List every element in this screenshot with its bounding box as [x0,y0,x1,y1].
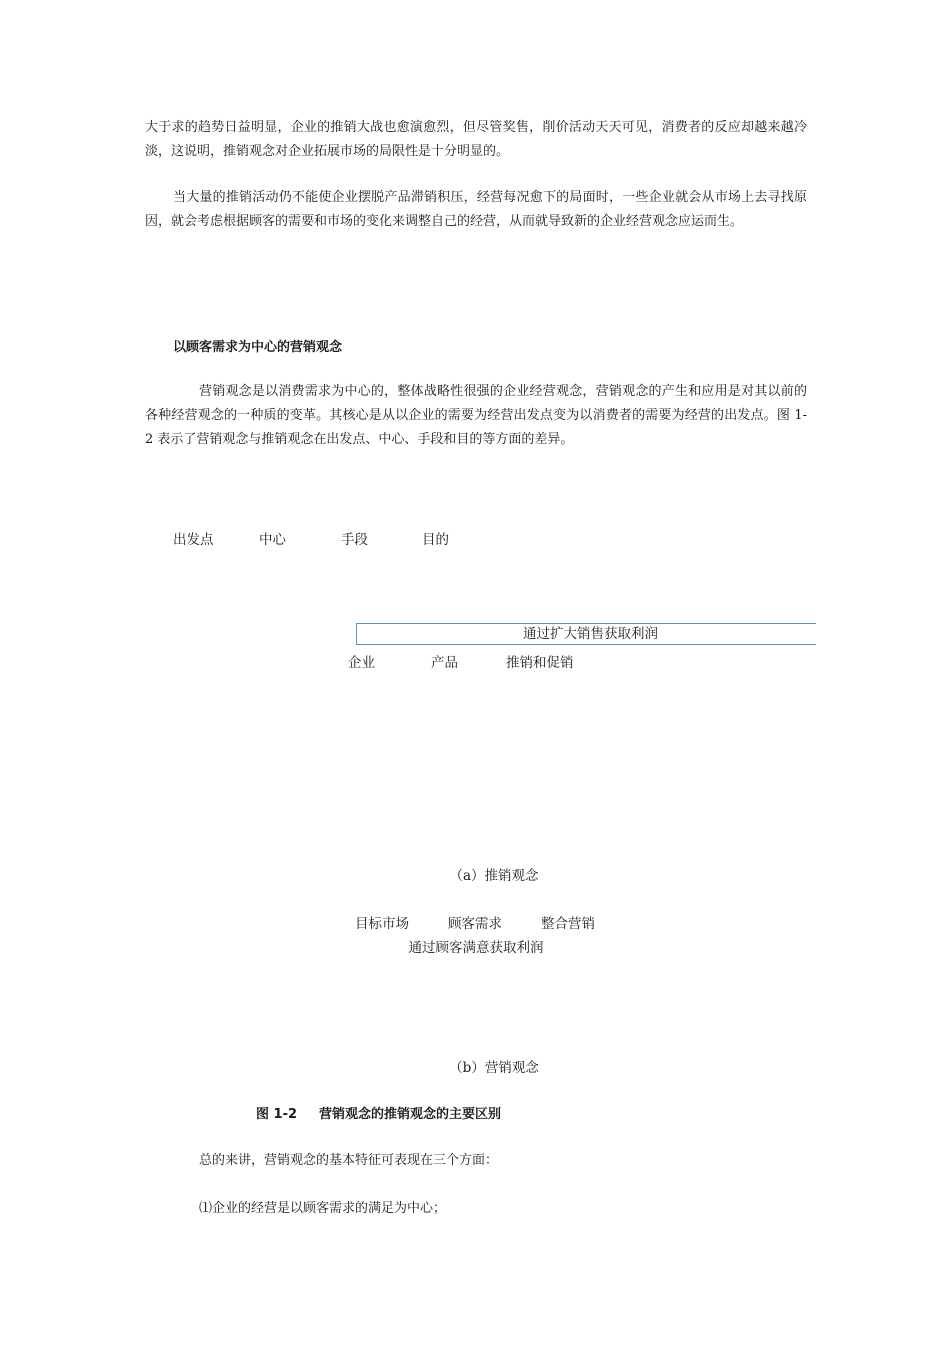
selling-goal-box: 通过扩大销售获取利润 [356,623,816,645]
column-header-goal: 目的 [422,532,449,548]
summary-intro: 总的来讲，营销观念的基本特征可表现在三个方面： [199,1153,499,1168]
section-heading: 以顾客需求为中心的营销观念 [173,340,343,355]
figure-b-caption: （b）营销观念 [449,1060,539,1076]
figure-caption-title: 营销观念的推销观念的主要区别 [319,1107,502,1122]
figure-a-caption: （a）推销观念 [449,868,539,884]
marketing-means-cell: 整合营销 [541,916,595,932]
selling-center-cell: 产品 [431,655,458,671]
paragraph-marketing-concept: 营销观念是以消费需求为中心的，整体战略性很强的企业经营观念，营销观念的产生和应用是对其以前的各种经营观念的一种质的变革。其核心是从以企业的需要为经营出发点变为以消费者的需要为经营的出发点。图 1-2 表示了营销观念与推销观念在出发点、中心、手段和目的等方面的差异。 [145,384,807,447]
column-header-means: 手段 [341,532,368,548]
paragraph-promotion-limits: 大于求的趋势日益明显，企业的推销大战也愈演愈烈，但尽管奖售，削价活动天天可见，消费者的反应却越来越冷淡，这说明，推销观念对企业拓展市场的局限性是十分明显的。 [145,120,807,159]
marketing-start-cell: 目标市场 [355,916,409,932]
marketing-center-cell: 顾客需求 [448,916,502,932]
column-header-center: 中心 [259,532,286,548]
selling-start-cell: 企业 [348,655,375,671]
marketing-goal-text: 通过顾客满意获取利润 [408,940,544,956]
paragraph-new-concept-origin: 当大量的推销活动仍不能使企业摆脱产品滞销积压，经营每况愈下的局面时，一些企业就会从市场上去寻找原因，就会考虑根据顾客的需要和市场的变化来调整自己的经营，从而就导致新的企业经营观念应运而生。 [145,190,807,229]
figure-caption [256,1103,501,1122]
column-header-starting-point: 出发点 [173,532,214,548]
figure-caption-number: 图 1-2 [256,1107,298,1122]
summary-item-1: ⑴企业的经营是以顾客需求的满足为中心； [199,1201,447,1216]
selling-means-cell: 推销和促销 [506,655,574,671]
